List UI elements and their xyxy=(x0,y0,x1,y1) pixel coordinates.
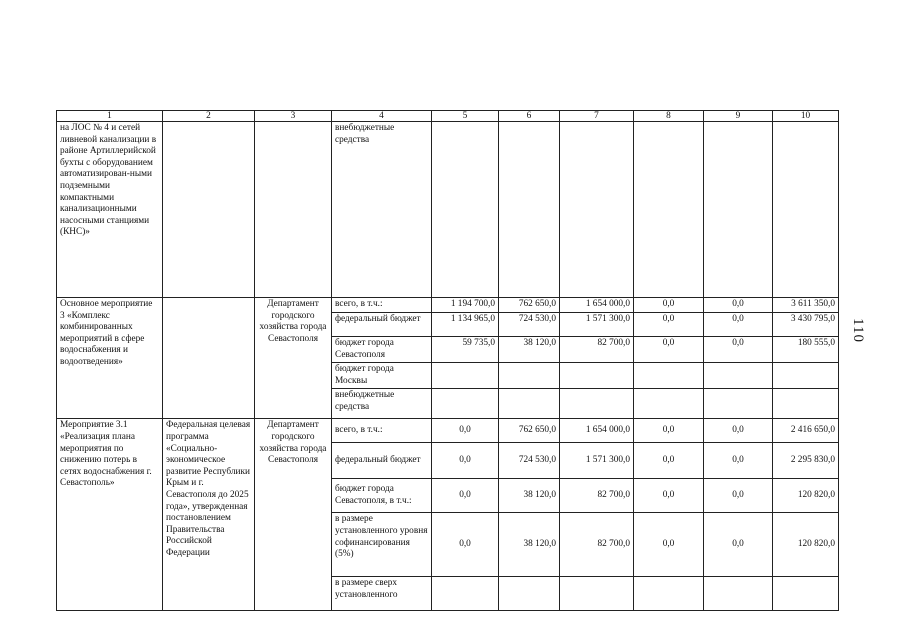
value-cell: 0,0 xyxy=(704,313,773,337)
header-cell: 1 xyxy=(57,111,163,122)
header-cell: 9 xyxy=(704,111,773,122)
value-cell: 0,0 xyxy=(704,479,773,513)
header-cell: 2 xyxy=(163,111,255,122)
funding-source: всего, в т.ч.: xyxy=(332,298,432,313)
value-cell: 120 820,0 xyxy=(773,479,839,513)
funding-source: в размере сверх установленного xyxy=(332,577,432,611)
budget-table xyxy=(56,110,839,611)
value-cell: 38 120,0 xyxy=(499,479,560,513)
value-cell xyxy=(499,363,560,389)
funding-source: бюджет города Севастополя xyxy=(332,337,432,363)
value-cell: 1 134 965,0 xyxy=(432,313,499,337)
value-cell: 0,0 xyxy=(634,337,704,363)
funding-source: федеральный бюджет xyxy=(332,443,432,479)
value-cell: 1 571 300,0 xyxy=(560,443,634,479)
activity-name: Мероприятие 3.1 «Реализация плана мероприятия по снижению потерь в сетях водоснабжения г. Севастополь» xyxy=(57,419,163,611)
activity-name: на ЛОС № 4 и сетей ливневой канализации в районе Артиллерийской бухты с оборудованием автоматизирован-ными подземными компактными канализационными насосными станциями (КНС)» xyxy=(57,122,163,298)
dept-cell: Департамент городского хозяйства города Севастополя xyxy=(255,298,332,419)
header-cell: 8 xyxy=(634,111,704,122)
header-cell: 3 xyxy=(255,111,332,122)
value-cell xyxy=(499,389,560,419)
header-cell: 4 xyxy=(332,111,432,122)
value-cell: 1 571 300,0 xyxy=(560,313,634,337)
table-row xyxy=(57,122,839,298)
header-cell: 10 xyxy=(773,111,839,122)
value-cell xyxy=(634,577,704,611)
funding-source: бюджет города Севастополя, в т.ч.: xyxy=(332,479,432,513)
dept-cell: Департамент городского хозяйства города Севастополя xyxy=(255,419,332,611)
funding-source: бюджет города Москвы xyxy=(332,363,432,389)
activity-name: Основное мероприятие 3 «Комплекс комбинированных мероприятий в сфере водоснабжения и водоотведения» xyxy=(57,298,163,419)
dept-cell xyxy=(255,122,332,298)
value-cell: 0,0 xyxy=(634,298,704,313)
value-cell: 0,0 xyxy=(634,513,704,577)
funding-source: федеральный бюджет xyxy=(332,313,432,337)
value-cell: 82 700,0 xyxy=(560,513,634,577)
value-cell: 2 416 650,0 xyxy=(773,419,839,443)
value-cell xyxy=(704,577,773,611)
value-cell: 0,0 xyxy=(704,419,773,443)
value-cell xyxy=(560,363,634,389)
value-cell: 1 654 000,0 xyxy=(560,298,634,313)
value-cell: 180 555,0 xyxy=(773,337,839,363)
value-cell xyxy=(560,577,634,611)
header-row xyxy=(57,111,839,122)
value-cell: 59 735,0 xyxy=(432,337,499,363)
value-cell xyxy=(432,577,499,611)
funding-source: внебюджетные средства xyxy=(332,122,432,298)
value-cell: 0,0 xyxy=(704,443,773,479)
value-cell: 2 295 830,0 xyxy=(773,443,839,479)
value-cell: 3 430 795,0 xyxy=(773,313,839,337)
table-row xyxy=(57,419,839,443)
value-cell xyxy=(704,363,773,389)
value-cell: 82 700,0 xyxy=(560,479,634,513)
value-cell xyxy=(499,122,560,298)
value-cell: 0,0 xyxy=(634,443,704,479)
header-cell: 7 xyxy=(560,111,634,122)
value-cell: 762 650,0 xyxy=(499,298,560,313)
value-cell: 120 820,0 xyxy=(773,513,839,577)
value-cell xyxy=(634,122,704,298)
value-cell xyxy=(773,389,839,419)
page-number: 110 xyxy=(850,318,866,343)
value-cell xyxy=(704,389,773,419)
value-cell: 0,0 xyxy=(704,337,773,363)
value-cell xyxy=(773,122,839,298)
value-cell: 1 194 700,0 xyxy=(432,298,499,313)
header-cell: 6 xyxy=(499,111,560,122)
value-cell xyxy=(634,363,704,389)
program-cell: Федеральная целевая программа «Социально-экономическое развитие Республики Крым и г. Севастополя до 2025 года», утвержденная постановлением Правительства Российской Федерации xyxy=(163,419,255,611)
funding-source: внебюджетные средства xyxy=(332,389,432,419)
value-cell: 0,0 xyxy=(432,443,499,479)
value-cell xyxy=(432,122,499,298)
value-cell xyxy=(560,122,634,298)
value-cell xyxy=(432,389,499,419)
value-cell: 0,0 xyxy=(704,513,773,577)
program-cell xyxy=(163,122,255,298)
value-cell: 38 120,0 xyxy=(499,513,560,577)
value-cell xyxy=(773,577,839,611)
value-cell: 0,0 xyxy=(432,513,499,577)
value-cell: 1 654 000,0 xyxy=(560,419,634,443)
funding-source: всего, в т.ч.: xyxy=(332,419,432,443)
value-cell: 82 700,0 xyxy=(560,337,634,363)
table-row xyxy=(57,298,839,313)
value-cell: 0,0 xyxy=(704,298,773,313)
value-cell xyxy=(634,389,704,419)
value-cell: 0,0 xyxy=(432,419,499,443)
program-cell xyxy=(163,298,255,419)
funding-source: в размере установленного уровня софинансирования (5%) xyxy=(332,513,432,577)
value-cell: 762 650,0 xyxy=(499,419,560,443)
value-cell: 38 120,0 xyxy=(499,337,560,363)
value-cell: 0,0 xyxy=(634,419,704,443)
value-cell: 0,0 xyxy=(432,479,499,513)
value-cell xyxy=(560,389,634,419)
value-cell: 3 611 350,0 xyxy=(773,298,839,313)
value-cell xyxy=(704,122,773,298)
value-cell xyxy=(773,363,839,389)
value-cell: 724 530,0 xyxy=(499,313,560,337)
value-cell xyxy=(432,363,499,389)
value-cell: 0,0 xyxy=(634,479,704,513)
header-cell: 5 xyxy=(432,111,499,122)
value-cell: 724 530,0 xyxy=(499,443,560,479)
value-cell: 0,0 xyxy=(634,313,704,337)
value-cell xyxy=(499,577,560,611)
